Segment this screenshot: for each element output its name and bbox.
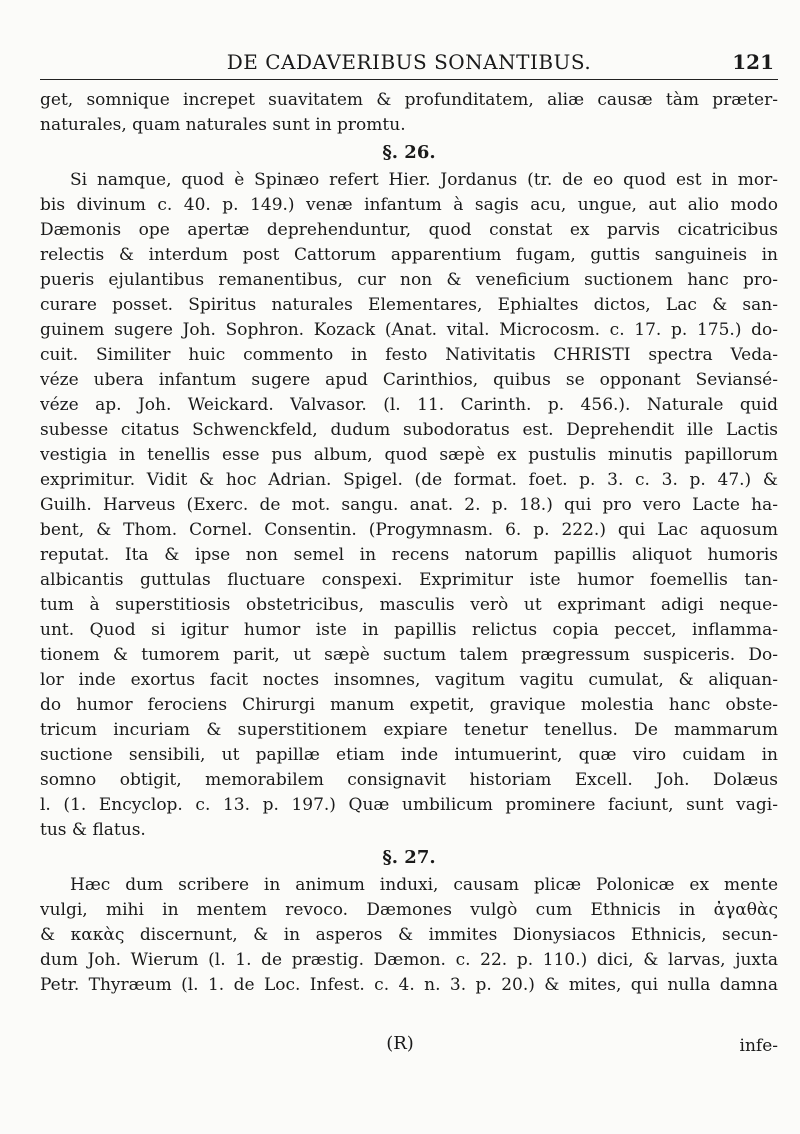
page-header <box>40 48 778 82</box>
text-line: tum à superstitiosis obstetricibus, masculis verò ut exprimant adigi neque- <box>40 595 778 615</box>
signature-mark: (R) <box>386 1033 414 1054</box>
catchword: infe- <box>739 1036 778 1056</box>
text-line: Hæc dum scribere in animum induxi, causam plicæ Polonicæ ex mente <box>70 875 778 895</box>
text-line: tionem & tumorem parit, ut sæpè suctum talem prægressum suspiceris. Do- <box>40 645 778 665</box>
running-head: DE CADAVERIBUS SONANTIBUS. <box>226 50 592 74</box>
text-line: reputat. Ita & ipse non semel in recens natorum papillis aliquot humoris <box>40 545 778 565</box>
section-heading: §. 26. <box>382 142 436 163</box>
text-line: bis divinum c. 40. p. 149.) venæ infantum à sagis acu, ungue, aut alio modo <box>40 195 778 215</box>
text-line: lor inde exortus facit noctes insomnes, vagitum vagitu cumulat, & aliquan- <box>40 670 778 690</box>
text-line: vulgi, mihi in mentem revoco. Dæmones vulgò cum Ethnicis in ἀγαθὰς <box>40 900 778 920</box>
text-line: get, somnique increpet suavitatem & profunditatem, aliæ causæ tàm præter- <box>40 90 778 110</box>
text-line: dum Joh. Wierum (l. 1. de præstig. Dæmon. c. 22. p. 110.) dici, & larvas, juxta <box>40 950 778 970</box>
text-line: tus & flatus. <box>40 820 146 840</box>
text-line: Petr. Thyræum (l. 1. de Loc. Infest. c. 4. n. 3. p. 20.) & mites, qui nulla damna <box>40 975 778 995</box>
text-line: unt. Quod si igitur humor iste in papillis relictus copia peccet, inflamma- <box>40 620 778 640</box>
page-number: 121 <box>732 50 774 74</box>
text-line: guinem sugere Joh. Sophron. Kozack (Anat. vital. Microcosm. c. 17. p. 175.) do- <box>40 320 778 340</box>
text-line: Dæmonis ope apertæ deprehenduntur, quod constat ex parvis cicatricibus <box>40 220 778 240</box>
text-line: relectis & interdum post Cattorum apparentium fugam, guttis sanguineis in <box>40 245 778 265</box>
text-line: subesse citatus Schwenckfeld, dudum subodoratus est. Deprehendit ille Lactis <box>40 420 778 440</box>
text-line: somno obtigit, memorabilem consignavit historiam Excell. Joh. Dolæus <box>40 770 778 790</box>
header-rule <box>40 79 778 80</box>
text-line: naturales, quam naturales sunt in promtu. <box>40 115 406 135</box>
text-line: suctione sensibili, ut papillæ etiam inde intumuerint, quæ viro cuidam in <box>40 745 778 765</box>
text-line: véze ubera infantum sugere apud Carinthios, quibus se opponant Seviansé- <box>40 370 778 390</box>
text-line: do humor ferociens Chirurgi manum expetit, gravique molestia hanc obste- <box>40 695 778 715</box>
text-line: & κακὰς discernunt, & in asperos & immites Dionysiacos Ethnicis, secun- <box>40 925 778 945</box>
text-line: vestigia in tenellis esse pus album, quod sæpè ex pustulis minutis papillorum <box>40 445 778 465</box>
section-heading: §. 27. <box>382 847 436 868</box>
text-line: curare posset. Spiritus naturales Elementares, Ephialtes dictos, Lac & san- <box>40 295 778 315</box>
text-line: albicantis guttulas fluctuare conspexi. Exprimitur iste humor foemellis tan- <box>40 570 778 590</box>
text-line: Guilh. Harveus (Exerc. de mot. sangu. anat. 2. p. 18.) qui pro vero Lacte ha- <box>40 495 778 515</box>
text-line: Si namque, quod è Spinæo refert Hier. Jordanus (tr. de eo quod est in mor- <box>70 170 778 190</box>
text-line: cuit. Similiter huic commento in festo Nativitatis CHRISTI spectra Veda- <box>40 345 778 365</box>
text-line: véze ap. Joh. Weickard. Valvasor. (l. 11. Carinth. p. 456.). Naturale quid <box>40 395 778 415</box>
text-body <box>40 88 778 998</box>
text-line: pueris ejulantibus remanentibus, cur non & veneficium suctionem hanc pro- <box>40 270 778 290</box>
text-line: tricum incuriam & superstitionem expiare tenetur tenellus. De mammarum <box>40 720 778 740</box>
text-line: exprimitur. Vidit & hoc Adrian. Spigel. (de format. foet. p. 3. c. 3. p. 47.) & <box>40 470 778 490</box>
text-line: bent, & Thom. Cornel. Consentin. (Progymnasm. 6. p. 222.) qui Lac aquosum <box>40 520 778 540</box>
text-line: l. (1. Encyclop. c. 13. p. 197.) Quæ umbilicum prominere faciunt, sunt vagi- <box>40 795 778 815</box>
